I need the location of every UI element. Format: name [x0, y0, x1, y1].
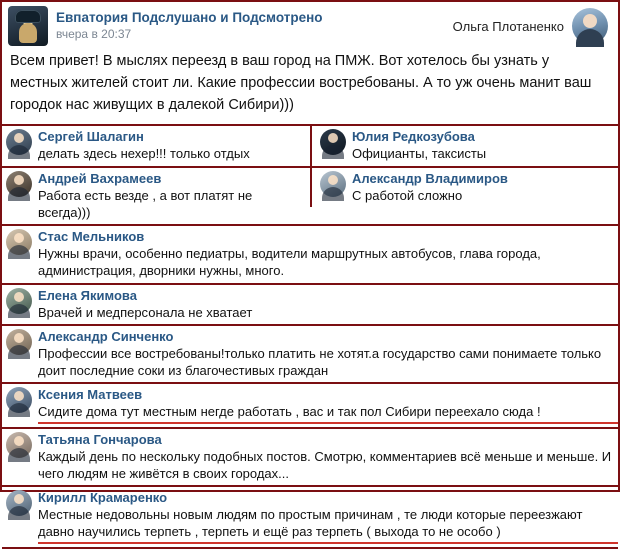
comment-text: Официанты, таксисты — [352, 146, 487, 162]
comment-author[interactable]: Александр Владимиров — [352, 170, 508, 186]
list-item — [2, 168, 310, 224]
comment-text: Профессии все востребованы!только платить не хотят.а государство сами понимаете только доит последние соки из благочестивых граждан — [38, 345, 602, 379]
table-row — [2, 226, 618, 284]
comment-content — [38, 386, 618, 423]
table-row — [2, 168, 618, 226]
avatar[interactable] — [6, 329, 32, 355]
comment-author[interactable]: Александр Синченко — [38, 328, 174, 344]
comment-author[interactable]: Кирилл Крамаренко — [38, 490, 168, 506]
table-row — [2, 487, 618, 548]
comment-author[interactable]: Татьяна Гончарова — [38, 431, 162, 447]
avatar[interactable] — [6, 129, 32, 155]
group-meta — [56, 10, 443, 42]
comment-author[interactable]: Елена Якимова — [38, 287, 137, 303]
comment-text: Местные недовольны новым людям по простым причинам , те люди которые переезжают давно научились терпеть , терпеть и ещё раз терпеть ( выхода то не особо ) — [38, 506, 618, 543]
comment-text: Сидите дома тут местным негде работать , вас и так пол Сибири переехало сюда ! — [38, 403, 618, 423]
comment-content — [38, 489, 618, 543]
comment-author[interactable]: Сергей Шалагин — [38, 129, 144, 145]
list-item — [2, 126, 310, 165]
comment-author[interactable]: Стас Мельников — [38, 229, 145, 245]
avatar[interactable] — [320, 129, 346, 155]
comment-list — [2, 124, 618, 548]
comment-text: Работа есть везде , а вот платят не всегда))) — [38, 187, 253, 220]
post-timestamp: вчера в 20:37 — [56, 26, 132, 41]
comment-author[interactable]: Юлия Редкозубова — [352, 129, 475, 145]
group-name[interactable]: Евпатория Подслушано и Подсмотрено — [56, 10, 323, 26]
comment-content — [38, 228, 618, 279]
group-avatar-icon[interactable] — [8, 6, 48, 46]
comment-content — [352, 170, 614, 204]
comment-text: Врачей и медперсонала не хватает — [38, 304, 253, 320]
post-author — [453, 8, 612, 44]
table-row — [2, 326, 618, 384]
avatar[interactable] — [6, 490, 32, 516]
avatar[interactable] — [6, 432, 32, 458]
avatar[interactable] — [6, 229, 32, 255]
comment-content — [38, 128, 306, 162]
comment-content — [38, 328, 618, 379]
comment-content — [38, 431, 618, 482]
list-item — [310, 126, 618, 165]
comment-text: Каждый день по нескольку подобных постов. Смотрю, комментариев всё меньше и меньше. И чего людям не живётся в своих городах... — [38, 448, 612, 481]
table-row — [2, 429, 618, 487]
comment-text: делать здесь нехер!!! только отдых — [38, 146, 250, 162]
avatar[interactable] — [320, 171, 346, 197]
author-name[interactable]: Ольга Плотаненко — [452, 18, 564, 34]
comment-author[interactable]: Ксения Матвеев — [38, 387, 143, 403]
avatar[interactable] — [6, 171, 32, 197]
avatar[interactable] — [6, 288, 32, 314]
comment-content — [38, 170, 306, 221]
comment-content — [38, 287, 618, 321]
avatar[interactable] — [6, 387, 32, 413]
list-item — [310, 168, 618, 207]
table-row — [2, 384, 618, 428]
table-row — [2, 285, 618, 326]
post-header — [2, 2, 618, 48]
author-avatar-icon[interactable] — [572, 8, 608, 44]
comment-content — [352, 128, 614, 162]
post-body-text: Всем привет! В мыслях переезд в ваш город на ПМЖ. Вот хотелось бы узнать у местных жителей стоит ли. Какие профессии востребованы. А то уж очень манит ваш городок нас живущих в далекой Сибири))) — [10, 53, 592, 113]
comment-author[interactable]: Андрей Вахрамеев — [38, 170, 162, 186]
comment-text: Нужны врачи, особенно педиатры, водители маршрутных автобусов, глава города, администрация, дворники нужны, много. — [38, 246, 541, 279]
table-row — [2, 126, 618, 167]
comment-text: С работой сложно — [352, 187, 463, 203]
